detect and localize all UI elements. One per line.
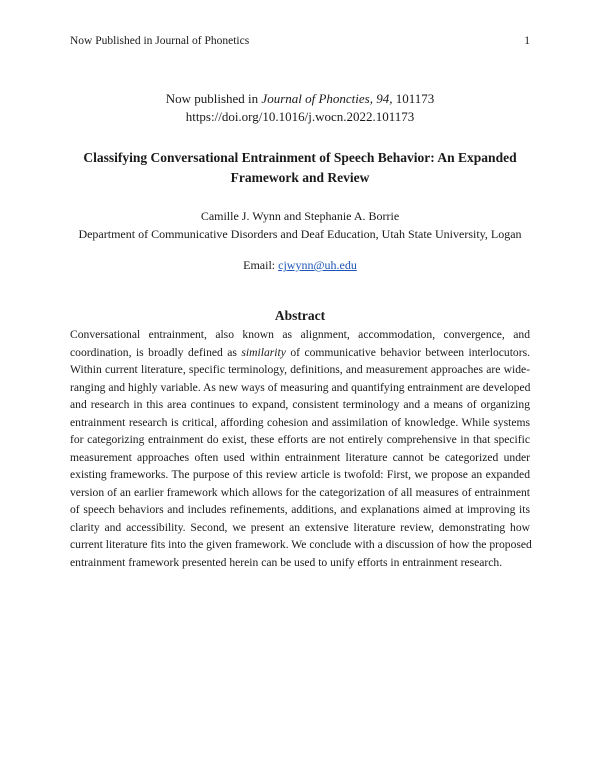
affiliation: Department of Communicative Disorders and Deaf Education, Utah State University, Logan [78, 227, 522, 241]
publication-note [0, 90, 600, 126]
abstract-line: Conversational entrainment, also known as alignment, accommodation, convergence, and [70, 328, 530, 341]
abstract-line: version of an earlier framework which allows for the categorization of all measures of entrainment [70, 485, 530, 499]
abstract-line-2-start: coordination, is broadly defined as [70, 345, 242, 359]
abstract-line: measurement approaches often used within entrainment literature cannot be categorized under [70, 450, 530, 464]
abstract-body [70, 326, 530, 571]
doi: https://doi.org/10.1016/j.wocn.2022.101173 [185, 109, 415, 124]
page-number: 1 [524, 35, 530, 47]
journal-volume: Journal of Phoncties, 94, [261, 91, 393, 106]
publication-line [0, 90, 600, 108]
running-head [70, 35, 530, 47]
abstract-line: existing frameworks. The purpose of this review article is twofold: First, we propose an expanded [70, 468, 530, 481]
title-line-1: Classifying Conversational Entrainment of Speech Behavior: An Expanded [83, 150, 517, 165]
abstract-line-2-end: of communicative behavior between interlocutors. [285, 345, 530, 359]
abstract-line: current literature fits into the given framework. We conclude with a discussion of how the proposed [70, 538, 532, 551]
abstract-emphasis: similarity [241, 345, 286, 359]
abstract-line: entrainment research is critical, affording cohesion and assimilation of knowledge. While systems [70, 415, 530, 429]
abstract-line: Within current literature, specific terminology, definitions, and measurement approaches are wide- [70, 363, 530, 376]
author-block [60, 207, 540, 243]
abstract-line: entrainment framework presented herein can be used to unify efforts in entrainment research. [70, 555, 503, 569]
abstract-line: for categorizing entrainment do exist, these efforts are not entirely comprehensive in that specific [70, 433, 530, 446]
email-link[interactable]: cjwynn@uh.edu [278, 258, 357, 272]
publication-prefix: Now published in [165, 91, 262, 106]
email-label: Email: [243, 258, 279, 272]
author-names: Camille J. Wynn and Stephanie A. Borrie [200, 209, 400, 223]
abstract-line: and research in this area continues to expand, consistent terminology and a means of organizing [70, 398, 530, 411]
abstract-line [70, 344, 530, 362]
article-number: 101173 [392, 91, 435, 106]
abstract-line: ranging and highly variable. As new ways of measuring and quantifying entrainment are developed [70, 380, 531, 394]
abstract-line: of speech behaviors and includes refinements, additions, and explanations aimed at improving its [70, 503, 530, 516]
paper-title [70, 148, 530, 188]
running-head-title: Now Published in Journal of Phonetics [70, 35, 250, 47]
email-line [0, 258, 600, 273]
abstract-heading: Abstract [274, 308, 326, 323]
title-line-2: Framework and Review [230, 170, 370, 185]
abstract-line: clarity and accessibility. Second, we present an extensive literature review, demonstrating how [70, 520, 530, 534]
